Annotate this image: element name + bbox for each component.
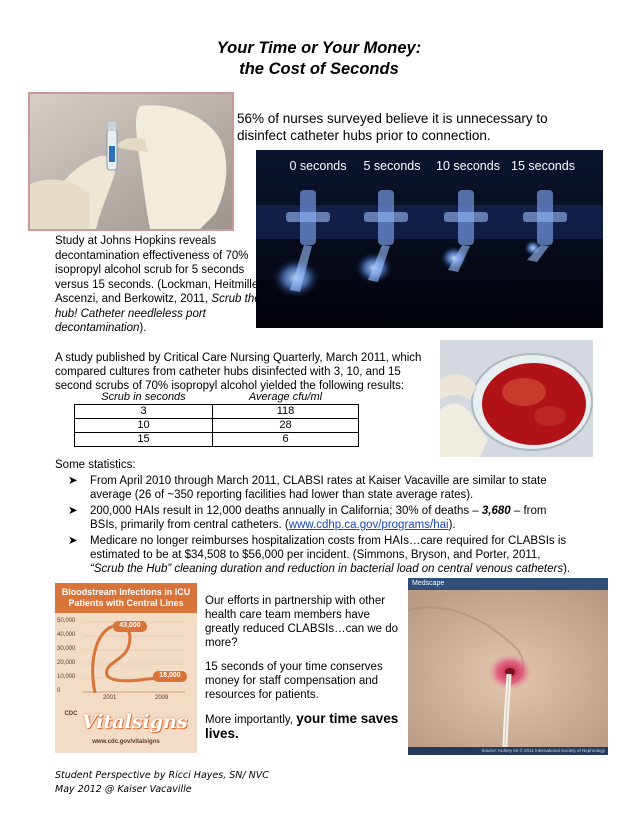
stat-1-text: From April 2010 through March 2011, CLABSI rates at Kaiser Vacaville are similar to state average (26 of ~350 reporting facilities had lower than state average rates). [90, 475, 547, 501]
stat-2-post: ). [448, 519, 456, 531]
arrow-bullet-icon: ➤ [68, 535, 78, 547]
title-line-1: Your Time or Your Money: [216, 39, 422, 57]
x-tick-2001: 2001 [103, 695, 117, 701]
cdc-logo: CDC [64, 711, 78, 717]
petri-dish-photo [440, 340, 593, 457]
stat-2-mid: – from BSIs, primarily from central catheters. ( [90, 505, 547, 531]
arrow-bullet-icon: ➤ [68, 475, 78, 487]
y-tick: 0 [57, 688, 61, 694]
hub-time-label: 15 seconds [511, 159, 575, 173]
results-table [74, 391, 359, 447]
cdph-hai-link[interactable]: www.cdhp.ca.gov/programs/hai [288, 519, 449, 531]
gloved-hands-photo [28, 92, 234, 231]
results-header-cfu: Average cfu/ml [213, 391, 359, 405]
footer [55, 769, 269, 797]
vitalsigns-infographic [55, 583, 197, 753]
vitalsigns-logo [55, 711, 197, 733]
stat-3-pre: Medicare no longer reimburses hospitalization costs from HAIs…care required for CLABSIs is estimated to be at $34,508 to $56,000 per incident. (Simmons, Bryson, and Porter, 2011, [90, 535, 567, 561]
y-tick: 20,000 [57, 660, 76, 666]
hub-decontamination-photo [256, 150, 603, 328]
results-header-scrub: Scrub in seconds [75, 391, 213, 405]
x-tick-2009: 2009 [155, 695, 169, 701]
table-cell: 6 [213, 433, 359, 447]
ccn-study-text: A study published by Critical Care Nursing Quarterly, March 2011, which compared cultures from catheter hubs disinfected with 3, 10, and 15 second scrubs of 70% isopropyl alcohol yielded the following results: [55, 352, 422, 392]
catheter-site-photo [408, 578, 608, 755]
statistics-list [62, 474, 577, 578]
callout-text [205, 594, 405, 742]
hub-time-label: 5 seconds [363, 159, 421, 173]
page-title [0, 38, 638, 80]
callout-p3-bold: your time saves lives. [205, 711, 399, 741]
callout-p2: 15 seconds of your time conserves money for staff compensation and resources for patients. [205, 661, 383, 701]
hub-time-label: 10 seconds [436, 159, 500, 173]
vitalsigns-url: www.cdc.gov/vitalsigns [92, 739, 160, 745]
hub-time-label: 0 seconds [289, 159, 347, 173]
nurse-survey-statement: 56% of nurses surveyed believe it is unnecessary to disinfect catheter hubs prior to connection. [237, 111, 548, 143]
stat-3-post: ). [563, 563, 571, 575]
footer-author: Student Perspective by Ricci Hayes, SN/ NVC [55, 770, 269, 781]
vitalsigns-title: Bloodstream Infections in ICU Patients with Central Lines [55, 583, 197, 613]
table-cell: 118 [213, 405, 359, 419]
y-tick: 40,000 [57, 632, 76, 638]
table-cell: 3 [75, 405, 213, 419]
value-2001: 43,000 [119, 622, 141, 629]
table-row [75, 405, 359, 419]
table-row [75, 433, 359, 447]
jh-citation: Scrub the hub! Catheter needleless port decontamination [55, 293, 261, 334]
callout-p3-lead: More importantly, [205, 714, 297, 726]
stat-2-bold: 3,680 [481, 505, 511, 517]
statistics-heading: Some statistics: [55, 459, 136, 471]
callout-p1: Our efforts in partnership with other health care team members have greatly reduced CLABSIs…can we do more? [205, 595, 399, 649]
callout-p3 [205, 712, 405, 742]
table-row [75, 419, 359, 433]
list-item [62, 534, 577, 576]
table-cell: 28 [213, 419, 359, 433]
y-tick: 50,000 [57, 618, 76, 624]
y-tick: 10,000 [57, 674, 76, 680]
arrow-bullet-icon: ➤ [68, 505, 78, 517]
list-item [62, 474, 577, 502]
jh-text: Study at Johns Hopkins reveals decontamination effectiveness of 70% isopropyl alcohol scrub for 5 seconds versus 15 seconds. (Lockman, Heitmiller, Ascenzi, and Berkowitz, 2011, [55, 235, 265, 305]
list-item [62, 504, 577, 532]
jh-end: ). [139, 322, 147, 334]
stat-3-citation: “Scrub the Hub” cleaning duration and reduction in bacterial load on central venous catheters [90, 563, 564, 575]
footer-date: May 2012 @ Kaiser Vacaville [55, 784, 192, 795]
vitalsigns-wordmark: Vitalsigns [81, 711, 188, 733]
y-tick: 30,000 [57, 646, 76, 652]
stat-2-pre: 200,000 HAIs result in 12,000 deaths annually in California; 30% of deaths – [90, 505, 482, 517]
table-cell: 10 [75, 419, 213, 433]
value-2009: 18,000 [159, 672, 181, 679]
medscape-credit: Source: Kidney Int © 2011 International Society of Nephrology [408, 747, 608, 755]
medscape-brand: Medscape [408, 578, 608, 590]
johns-hopkins-study [55, 234, 270, 336]
title-line-2: the Cost of Seconds [239, 60, 399, 78]
table-cell: 15 [75, 433, 213, 447]
